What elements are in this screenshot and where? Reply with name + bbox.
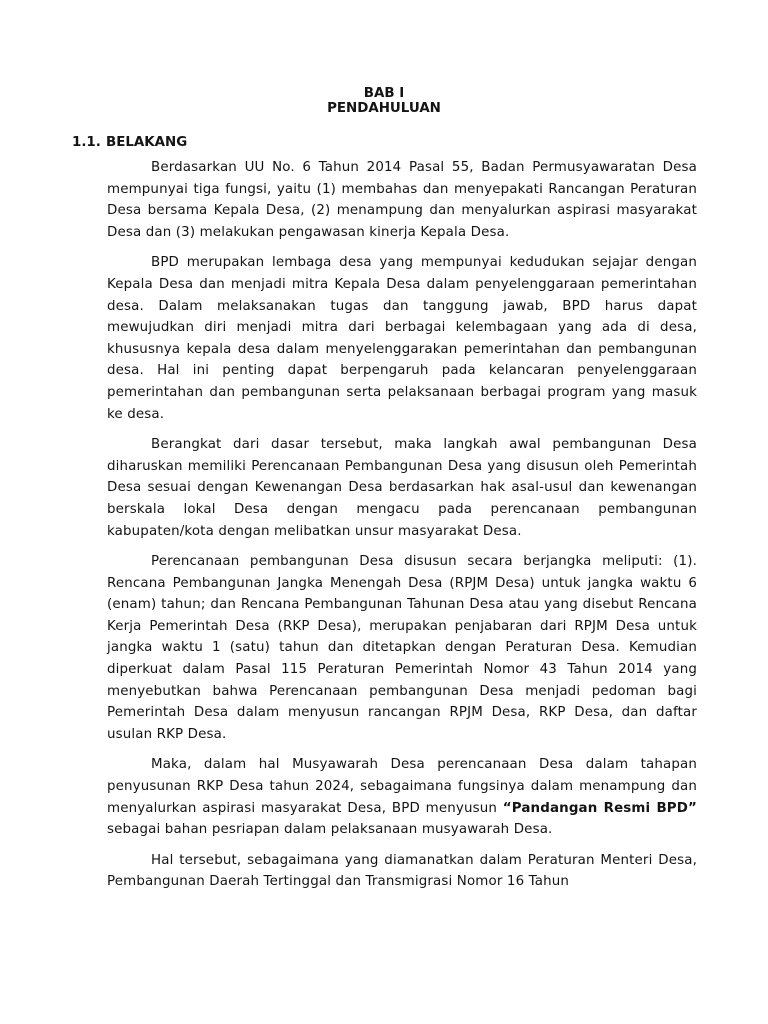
section-heading — [72, 134, 187, 152]
section-number: 1.1. — [72, 135, 101, 150]
paragraph-text: sebagai bahan pesriapan dalam pelaksanaan musyawarah Desa. — [107, 822, 553, 838]
paragraph: Berdasarkan UU No. 6 Tahun 2014 Pasal 55, Badan Permusyawaratan Desa mempunyai tiga fungsi, yaitu (1) membahas dan menyepakati Rancangan Peraturan Desa bersama Kepala Desa, (2) menampung dan menyalurkan aspirasi masyarakat Desa dan (3) melakukan pengawasan kinerja Kepala Desa. — [107, 160, 697, 240]
paragraph: Berangkat dari dasar tersebut, maka langkah awal pembangunan Desa diharuskan memiliki Perencanaan Pembangunan Desa yang disusun oleh Pemerintah Desa sesuai dengan Kewenangan Desa berdasarkan hak asal-usul dan kewenangan berskala lokal Desa dengan mengacu pada perencanaan pembangunan kabupaten/kota dengan melibatkan unsur masyarakat Desa. — [107, 437, 697, 539]
paragraph-text: Maka, dalam hal Musyawarah Desa perencanaan Desa dalam tahapan penyusunan RKP Desa tahun 2024, sebagaimana fungsinya dalam menampung dan menyalurkan aspirasi masyarakat Desa, BPD menyusun — [107, 757, 697, 816]
paragraph: Hal tersebut, sebagaimana yang diamanatkan dalam Peraturan Menteri Desa, Pembangunan Daerah Tertinggal dan Transmigrasi Nomor 16 Tahun — [107, 852, 697, 890]
paragraph — [107, 754, 697, 840]
chapter-label: BAB I — [363, 86, 405, 101]
chapter-heading — [0, 86, 768, 116]
chapter-title: PENDAHULUAN — [327, 101, 441, 116]
section-body — [107, 157, 697, 902]
section-title: BELAKANG — [106, 135, 188, 150]
paragraph: Perencanaan pembangunan Desa disusun secara berjangka meliputi: (1). Rencana Pembangunan Jangka Menengah Desa (RPJM Desa) untuk jangka waktu 6 (enam) tahun; dan Rencana Pembangunan Tahunan Desa atau yang disebut Rencana Kerja Pemerintah Desa (RKP Desa), merupakan penjabaran dari RPJM Desa untuk jangka waktu 1 (satu) tahun dan ditetapkan dengan Peraturan Desa. Kemudian diperkuat dalam Pasal 115 Peraturan Pemerintah Nomor 43 Tahun 2014 yang menyebutkan bahwa Perencanaan pembangunan Desa menjadi pedoman bagi Pemerintah Desa dalam menyusun rancangan RPJM Desa, RKP Desa, dan daftar usulan RKP Desa. — [107, 554, 697, 742]
paragraph: BPD merupakan lembaga desa yang mempunyai kedudukan sejajar dengan Kepala Desa dan menjadi mitra Kepala Desa dalam penyelenggaraan pemerintahan desa. Dalam melaksanakan tugas dan tanggung jawab, BPD harus dapat mewujudkan diri menjadi mitra dari berbagai kelembagaan yang ada di desa, khususnya kepala desa dalam menyelenggarakan pemerintahan dan pembangunan desa. Hal ini penting dapat berpengaruh pada kelancaran penyelenggaraan pemerintahan dan pembangunan serta pelaksanaan berbagai program yang masuk ke desa. — [107, 255, 697, 422]
emphasis-text: “Pandangan Resmi BPD” — [502, 800, 697, 816]
